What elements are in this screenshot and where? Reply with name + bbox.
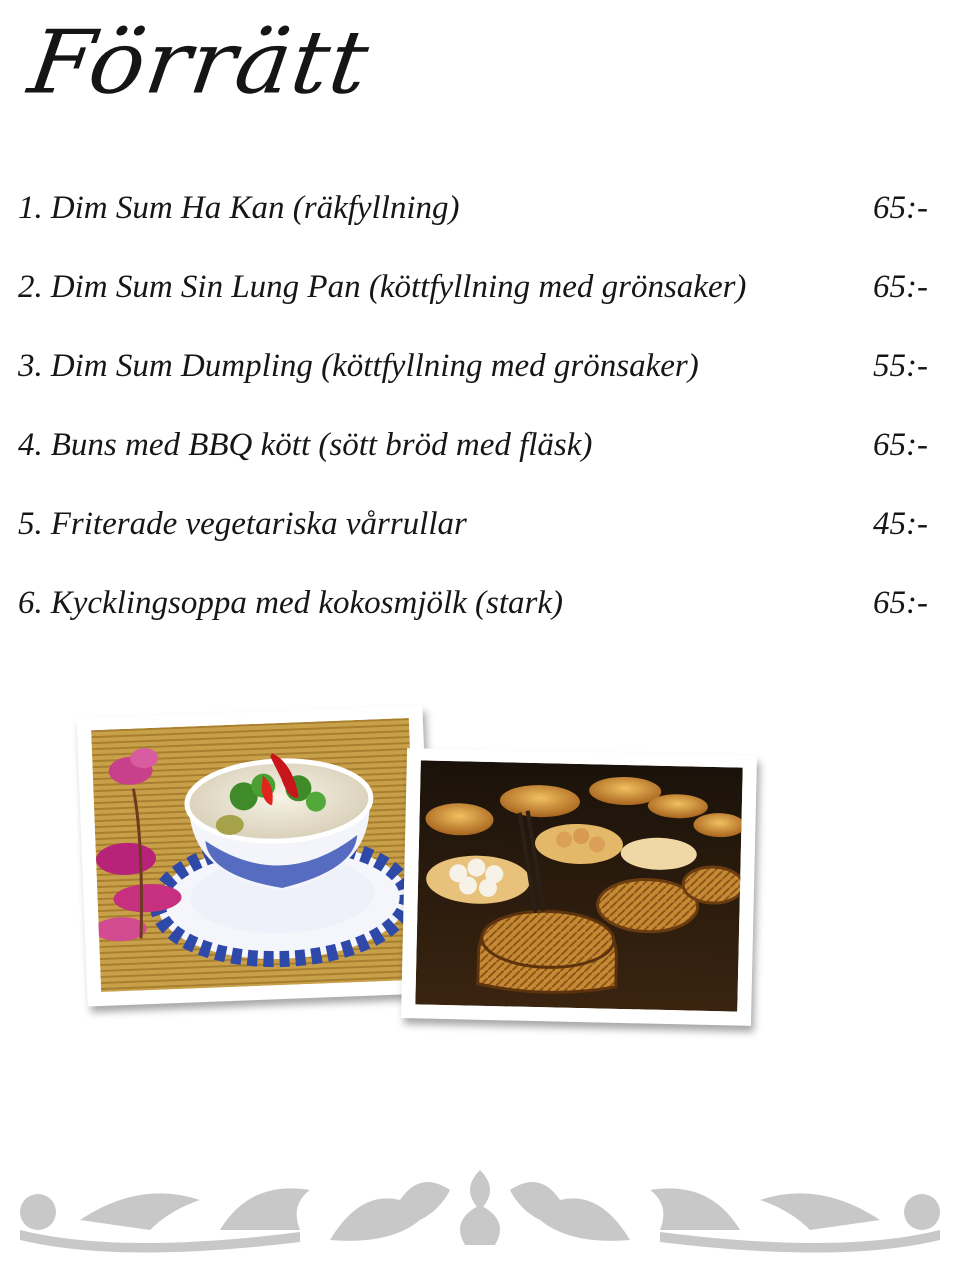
floral-scroll-ornament	[0, 1160, 960, 1260]
menu-item-number: 1.	[18, 190, 43, 226]
menu-item-price: 65:-	[873, 585, 928, 621]
soup-bowl-photo	[77, 705, 434, 1006]
menu-item-price: 65:-	[873, 269, 928, 305]
menu-item-price: 45:-	[873, 506, 928, 542]
steamer-baskets-image	[415, 760, 742, 1011]
menu-item-name: Dim Sum Sin Lung Pan (köttfyllning med grönsaker)	[50, 269, 747, 305]
menu-item-price: 65:-	[873, 190, 928, 226]
page-title: Förrätt	[22, 11, 376, 114]
menu-item	[18, 575, 928, 654]
menu-item-price: 55:-	[873, 348, 928, 384]
menu-item-name: Buns med BBQ kött (sött bröd med fläsk)	[50, 427, 593, 463]
menu-item-price: 65:-	[873, 427, 928, 463]
menu-item-name: Dim Sum Ha Kan (räkfyllning)	[50, 190, 460, 226]
menu-item-name: Dim Sum Dumpling (köttfyllning med grönsaker)	[50, 348, 699, 384]
menu-item-number: 4.	[18, 427, 43, 463]
menu-item-number: 5.	[18, 506, 43, 542]
menu-item-number: 3.	[18, 348, 43, 384]
steamer-baskets-photo	[401, 748, 757, 1026]
menu-item	[18, 496, 928, 575]
menu-list	[18, 180, 928, 654]
soup-bowl-image	[91, 718, 419, 992]
menu-item-number: 6.	[18, 585, 43, 621]
menu-item	[18, 338, 928, 417]
menu-item	[18, 180, 928, 259]
menu-item	[18, 417, 928, 496]
menu-item-name: Friterade vegetariska vårrullar	[50, 506, 467, 542]
menu-item-number: 2.	[18, 269, 43, 305]
menu-item	[18, 259, 928, 338]
menu-item-name: Kycklingsoppa med kokosmjölk (stark)	[50, 585, 564, 621]
